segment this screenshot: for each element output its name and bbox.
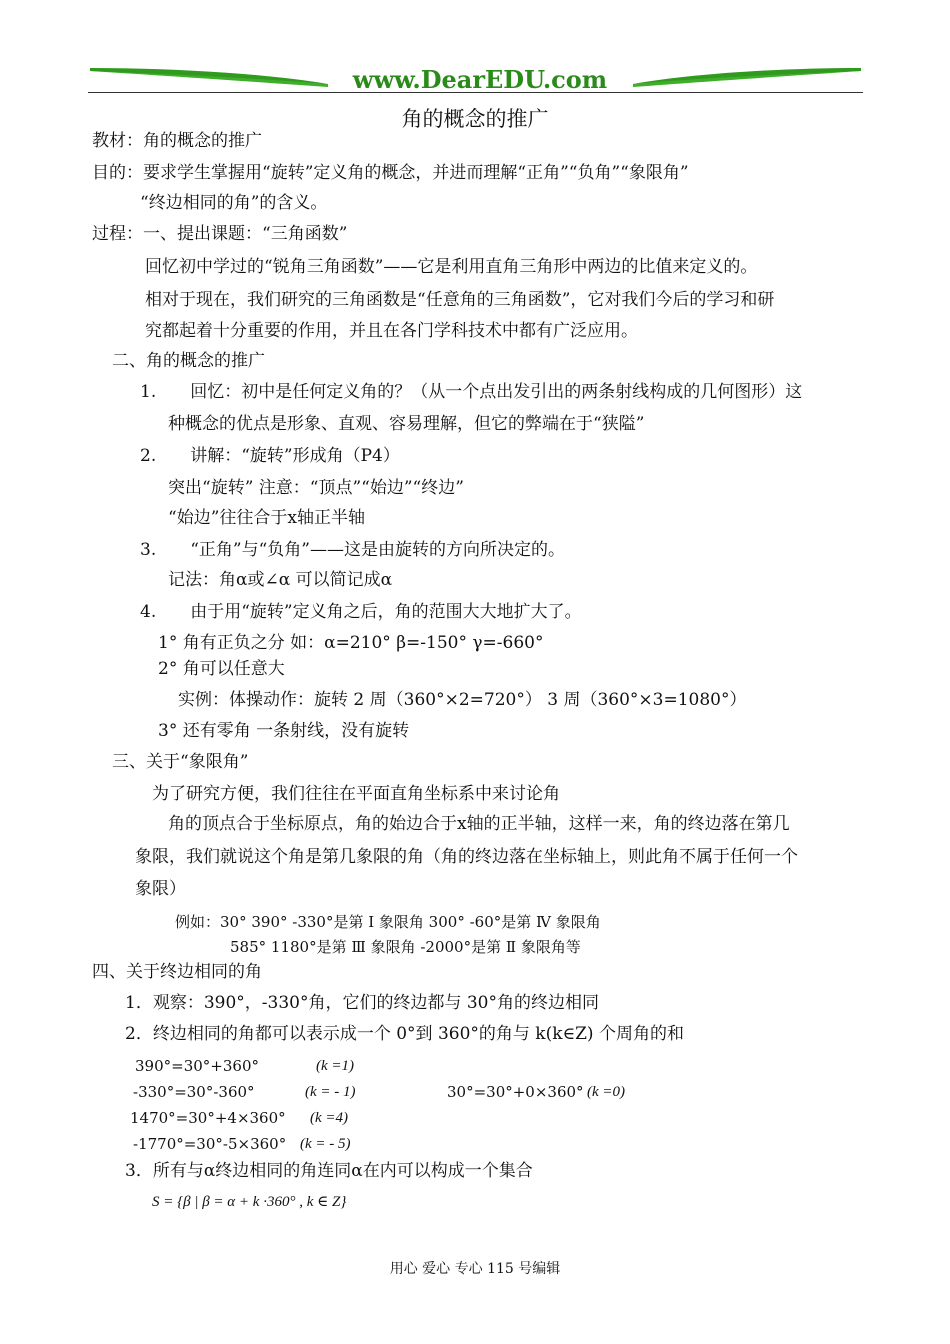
text-line: 4. 由于用“旋转”定义角之后，角的范围大大地扩大了。 — [140, 602, 582, 622]
equation-k: (k =0) — [587, 1084, 626, 1100]
text-line: 2° 角可以任意大 — [158, 659, 285, 679]
text-line: 相对于现在，我们研究的三角函数是“任意角的三角函数”，它对我们今后的学习和研 — [145, 290, 775, 310]
equation-k: (k = - 5) — [300, 1136, 351, 1152]
text-line: 1．观察：390°，-330°角，它们的终边都与 30°角的终边相同 — [125, 993, 599, 1013]
text-line: 实例：体操动作：旋转 2 周（360°×2=720°） 3 周（360°×3=1080°） — [178, 690, 747, 710]
text-line: 3. “正角”与“负角”——这是由旋转的方向所决定的。 — [140, 540, 565, 560]
equation-k: (k = - 1) — [305, 1084, 356, 1100]
section-heading: 三、关于“象限角” — [112, 752, 249, 772]
text-line: 1. 回忆：初中是任何定义角的？（从一个点出发引出的两条射线构成的几何图形）这 — [140, 382, 803, 402]
section-heading: 二、角的概念的推广 — [112, 351, 265, 371]
section-heading: 四、关于终边相同的角 — [92, 962, 262, 982]
header-rule — [88, 92, 863, 93]
page-title: 角的概念的推广 — [401, 107, 549, 131]
text-line: 角的顶点合于坐标原点，角的始边合于x轴的正半轴，这样一来，角的终边落在第几 — [168, 814, 790, 834]
text-line: 记法：角α或∠α 可以简记成α — [168, 570, 393, 590]
text-line: 教材：角的概念的推广 — [92, 131, 262, 151]
text-line: 1° 角有正负之分 如：α=210° β=-150° γ=-660° — [158, 633, 544, 653]
equation: -1770°=30°-5×360° — [133, 1135, 287, 1153]
text-line: 突出“旋转” 注意：“顶点”“始边”“终边” — [168, 478, 464, 498]
text-line: 象限） — [135, 879, 186, 899]
footer-note: 用心 爱心 专心 115 号编辑 — [389, 1261, 561, 1277]
equation: -330°=30°-360° — [133, 1083, 255, 1101]
text-line: 3° 还有零角 一条射线，没有旋转 — [158, 721, 410, 741]
equation: 1470°=30°+4×360° — [130, 1109, 286, 1127]
text-line: 过程：一、提出课题：“三角函数” — [92, 224, 348, 244]
svg-text:www.DearEDU.com: www.DearEDU.com — [352, 65, 608, 94]
deareducom-logo — [88, 62, 863, 94]
text-line: 3．所有与α终边相同的角连同α在内可以构成一个集合 — [125, 1161, 533, 1181]
text-line: 2. 讲解：“旋转”形成角（P4） — [140, 446, 400, 466]
equation: 390°=30°+360° — [135, 1057, 259, 1075]
equation-k: (k =4) — [310, 1110, 349, 1126]
set-formula: S = {β | β = α + k ·360° , k ∈ Z} — [152, 1194, 347, 1210]
text-line: “始边”往往合于x轴正半轴 — [168, 508, 365, 528]
text-line: 2．终边相同的角都可以表示成一个 0°到 360°的角与 k(k∈Z) 个周角的和 — [125, 1024, 684, 1044]
text-line: “终边相同的角”的含义。 — [140, 193, 328, 213]
equation-k: (k =1) — [316, 1058, 355, 1074]
text-line: 象限，我们就说这个角是第几象限的角（角的终边落在坐标轴上，则此角不属于任何一个 — [135, 847, 798, 867]
equation: 30°=30°+0×360° — [447, 1083, 584, 1101]
text-line: 究都起着十分重要的作用，并且在各门学科技术中都有广泛应用。 — [145, 321, 638, 341]
example-line: 585° 1180°是第 Ⅲ 象限角 -2000°是第 Ⅱ 象限角等 — [230, 938, 581, 956]
text-line: 为了研究方便，我们往往在平面直角坐标系中来讨论角 — [152, 784, 560, 804]
example-line: 例如：30° 390° -330°是第 Ⅰ 象限角 300° -60°是第 Ⅳ 象限角 — [175, 913, 601, 931]
text-line: 回忆初中学过的“锐角三角函数”——它是利用直角三角形中两边的比值来定义的。 — [145, 257, 758, 277]
text-line: 种概念的优点是形象、直观、容易理解，但它的弊端在于“狭隘” — [168, 414, 645, 434]
text-line: 目的：要求学生掌握用“旋转”定义角的概念，并进而理解“正角”“负角”“象限角” — [92, 163, 689, 183]
